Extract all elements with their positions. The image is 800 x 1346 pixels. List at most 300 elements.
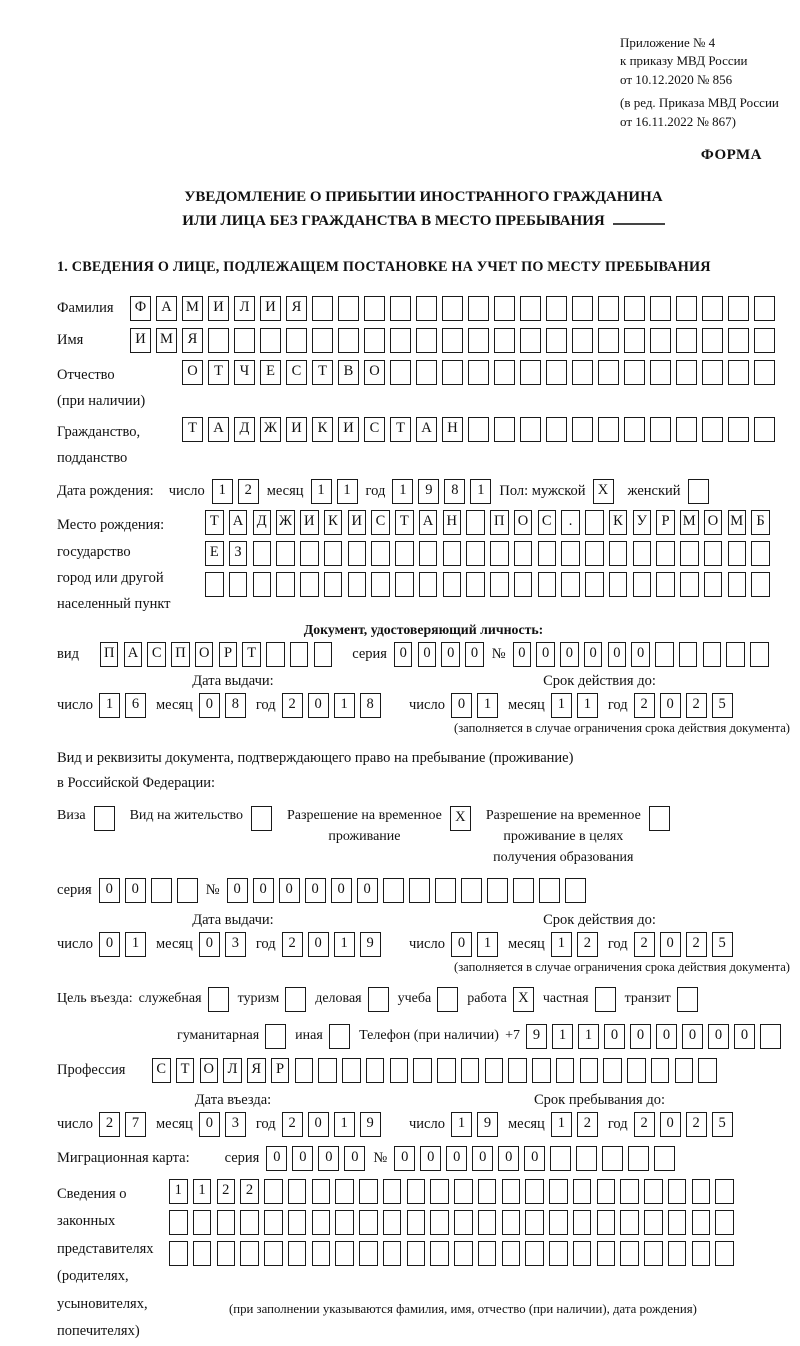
cell[interactable]: О	[200, 1058, 219, 1083]
cell[interactable]	[335, 1241, 354, 1266]
cell[interactable]: П	[490, 510, 509, 535]
cell[interactable]	[644, 1241, 663, 1266]
cell[interactable]: 0	[441, 642, 460, 667]
legal-reps-row3-boxes[interactable]	[169, 1241, 734, 1266]
cell[interactable]: 1	[477, 932, 498, 957]
cell[interactable]: О	[195, 642, 214, 667]
cell[interactable]	[253, 572, 272, 597]
cell[interactable]: 1	[193, 1179, 212, 1204]
cell[interactable]: 2	[634, 932, 655, 957]
cell[interactable]	[754, 296, 775, 321]
cell[interactable]	[265, 1024, 286, 1049]
cell[interactable]: 2	[238, 479, 259, 504]
cell[interactable]	[603, 1058, 622, 1083]
cell[interactable]	[454, 1179, 473, 1204]
cell[interactable]	[177, 878, 198, 903]
cell[interactable]: З	[229, 541, 248, 566]
cell[interactable]: 2	[686, 1112, 707, 1137]
cell[interactable]	[525, 1179, 544, 1204]
cell[interactable]: 9	[360, 932, 381, 957]
surname-boxes[interactable]	[130, 296, 775, 321]
cell[interactable]	[538, 572, 557, 597]
cell[interactable]	[383, 1241, 402, 1266]
cell[interactable]	[628, 1146, 649, 1171]
cell[interactable]	[430, 1210, 449, 1235]
cell[interactable]: 9	[526, 1024, 547, 1049]
purpose-official-checkbox[interactable]	[208, 987, 229, 1012]
cell[interactable]	[655, 642, 674, 667]
cell[interactable]	[264, 1210, 283, 1235]
cell[interactable]	[598, 328, 619, 353]
cell[interactable]: 0	[584, 642, 603, 667]
cell[interactable]: 0	[708, 1024, 729, 1049]
stay-year-boxes[interactable]	[634, 1112, 733, 1137]
cell[interactable]: 1	[578, 1024, 599, 1049]
cell[interactable]: А	[416, 417, 437, 442]
cell[interactable]	[430, 1179, 449, 1204]
cell[interactable]: У	[633, 510, 652, 535]
cell[interactable]: 0	[305, 878, 326, 903]
cell[interactable]	[276, 541, 295, 566]
cell[interactable]: 1	[551, 1112, 572, 1137]
cell[interactable]	[514, 572, 533, 597]
cell[interactable]	[454, 1241, 473, 1266]
cell[interactable]: В	[338, 360, 359, 385]
cell[interactable]	[620, 1179, 639, 1204]
cell[interactable]	[715, 1241, 734, 1266]
cell[interactable]	[679, 642, 698, 667]
cell[interactable]: О	[364, 360, 385, 385]
cell[interactable]	[435, 878, 456, 903]
cell[interactable]: 0	[308, 932, 329, 957]
cell[interactable]	[359, 1179, 378, 1204]
cell[interactable]: Т	[390, 417, 411, 442]
cell[interactable]: X	[593, 479, 614, 504]
cell[interactable]: 8	[360, 693, 381, 718]
cell[interactable]	[514, 541, 533, 566]
cell[interactable]	[754, 360, 775, 385]
cell[interactable]: Ж	[260, 417, 281, 442]
cell[interactable]	[416, 296, 437, 321]
cell[interactable]: 0	[630, 1024, 651, 1049]
cell[interactable]	[494, 417, 515, 442]
birth-place-row3-boxes[interactable]	[205, 572, 770, 597]
id-doc-type-boxes[interactable]	[100, 642, 332, 667]
cell[interactable]: И	[338, 417, 359, 442]
cell[interactable]: 0	[451, 932, 472, 957]
cell[interactable]	[338, 328, 359, 353]
cell[interactable]: 8	[225, 693, 246, 718]
cell[interactable]	[644, 1210, 663, 1235]
cell[interactable]	[654, 1146, 675, 1171]
cell[interactable]	[502, 1179, 521, 1204]
cell[interactable]	[502, 1241, 521, 1266]
cell[interactable]: 0	[418, 642, 437, 667]
cell[interactable]: 3	[225, 1112, 246, 1137]
cell[interactable]	[312, 1179, 331, 1204]
cell[interactable]: Е	[260, 360, 281, 385]
cell[interactable]	[251, 806, 272, 831]
cell[interactable]	[676, 417, 697, 442]
temp-residence-education-checkbox[interactable]	[649, 806, 670, 831]
cell[interactable]: 0	[524, 1146, 545, 1171]
cell[interactable]: С	[538, 510, 557, 535]
cell[interactable]: 2	[577, 932, 598, 957]
cell[interactable]	[468, 417, 489, 442]
cell[interactable]	[651, 1058, 670, 1083]
cell[interactable]: Р	[219, 642, 238, 667]
id-valid-year-boxes[interactable]	[634, 693, 733, 718]
cell[interactable]: И	[286, 417, 307, 442]
cell[interactable]	[442, 296, 463, 321]
cell[interactable]: 0	[536, 642, 555, 667]
cell[interactable]	[94, 806, 115, 831]
cell[interactable]	[656, 572, 675, 597]
cell[interactable]	[383, 1210, 402, 1235]
cell[interactable]: 9	[360, 1112, 381, 1137]
cell[interactable]	[751, 572, 770, 597]
cell[interactable]: 1	[551, 693, 572, 718]
id-doc-series-boxes[interactable]	[394, 642, 484, 667]
cell[interactable]	[364, 328, 385, 353]
cell[interactable]	[443, 541, 462, 566]
cell[interactable]: 2	[282, 1112, 303, 1137]
cell[interactable]: М	[156, 328, 177, 353]
cell[interactable]	[576, 1146, 597, 1171]
cell[interactable]: 0	[660, 1112, 681, 1137]
cell[interactable]	[726, 642, 745, 667]
cell[interactable]	[539, 878, 560, 903]
cell[interactable]: А	[208, 417, 229, 442]
cell[interactable]	[312, 296, 333, 321]
cell[interactable]	[525, 1241, 544, 1266]
cell[interactable]	[151, 878, 172, 903]
cell[interactable]	[442, 360, 463, 385]
cell[interactable]: 2	[686, 693, 707, 718]
cell[interactable]: 1	[334, 1112, 355, 1137]
cell[interactable]: К	[324, 510, 343, 535]
cell[interactable]	[490, 572, 509, 597]
cell[interactable]: 0	[99, 878, 120, 903]
cell[interactable]: Я	[247, 1058, 266, 1083]
residence-issue-day-boxes[interactable]	[99, 932, 146, 957]
purpose-transit-checkbox[interactable]	[677, 987, 698, 1012]
cell[interactable]	[698, 1058, 717, 1083]
cell[interactable]	[485, 1058, 504, 1083]
residence-number-boxes[interactable]	[227, 878, 586, 903]
cell[interactable]: 2	[686, 932, 707, 957]
cell[interactable]: X	[450, 806, 471, 831]
cell[interactable]	[520, 296, 541, 321]
cell[interactable]: М	[680, 510, 699, 535]
cell[interactable]	[520, 417, 541, 442]
cell[interactable]: П	[100, 642, 119, 667]
cell[interactable]	[383, 1179, 402, 1204]
cell[interactable]	[419, 572, 438, 597]
cell[interactable]: М	[728, 510, 747, 535]
cell[interactable]	[442, 328, 463, 353]
cell[interactable]	[437, 1058, 456, 1083]
cell[interactable]	[520, 360, 541, 385]
cell[interactable]	[338, 296, 359, 321]
cell[interactable]	[565, 878, 586, 903]
cell[interactable]	[260, 328, 281, 353]
cell[interactable]	[525, 1210, 544, 1235]
cell[interactable]: 0	[99, 932, 120, 957]
cell[interactable]	[295, 1058, 314, 1083]
purpose-work-checkbox[interactable]	[513, 987, 534, 1012]
cell[interactable]	[692, 1241, 711, 1266]
id-valid-month-boxes[interactable]	[551, 693, 598, 718]
cell[interactable]: Д	[253, 510, 272, 535]
residence-issue-year-boxes[interactable]	[282, 932, 381, 957]
cell[interactable]: 0	[357, 878, 378, 903]
cell[interactable]	[312, 1210, 331, 1235]
cell[interactable]	[478, 1241, 497, 1266]
citizenship-boxes[interactable]	[182, 417, 775, 442]
cell[interactable]	[573, 1210, 592, 1235]
cell[interactable]	[598, 417, 619, 442]
cell[interactable]	[208, 328, 229, 353]
cell[interactable]	[466, 541, 485, 566]
birth-year-boxes[interactable]	[392, 479, 491, 504]
cell[interactable]	[300, 572, 319, 597]
cell[interactable]: М	[182, 296, 203, 321]
cell[interactable]: 0	[253, 878, 274, 903]
cell[interactable]: Е	[205, 541, 224, 566]
cell[interactable]: 0	[331, 878, 352, 903]
residence-series-boxes[interactable]	[99, 878, 198, 903]
cell[interactable]: 0	[446, 1146, 467, 1171]
cell[interactable]: 0	[560, 642, 579, 667]
cell[interactable]	[649, 806, 670, 831]
cell[interactable]: 1	[552, 1024, 573, 1049]
cell[interactable]: Т	[208, 360, 229, 385]
cell[interactable]	[650, 360, 671, 385]
cell[interactable]	[728, 360, 749, 385]
cell[interactable]	[585, 510, 604, 535]
cell[interactable]	[750, 642, 769, 667]
cell[interactable]	[229, 572, 248, 597]
cell[interactable]: 0	[199, 932, 220, 957]
cell[interactable]	[300, 541, 319, 566]
cell[interactable]	[478, 1210, 497, 1235]
profession-boxes[interactable]	[152, 1058, 717, 1083]
patronymic-boxes[interactable]	[182, 360, 775, 385]
cell[interactable]	[359, 1241, 378, 1266]
cell[interactable]	[624, 296, 645, 321]
cell[interactable]	[266, 642, 285, 667]
cell[interactable]	[680, 541, 699, 566]
cell[interactable]: 1	[125, 932, 146, 957]
cell[interactable]	[751, 541, 770, 566]
cell[interactable]	[585, 541, 604, 566]
cell[interactable]: 1	[551, 932, 572, 957]
cell[interactable]: 1	[334, 693, 355, 718]
cell[interactable]	[585, 572, 604, 597]
cell[interactable]	[285, 987, 306, 1012]
birth-day-boxes[interactable]	[212, 479, 259, 504]
cell[interactable]: Н	[443, 510, 462, 535]
cell[interactable]: С	[364, 417, 385, 442]
cell[interactable]	[324, 572, 343, 597]
residence-valid-year-boxes[interactable]	[634, 932, 733, 957]
cell[interactable]: Т	[182, 417, 203, 442]
cell[interactable]: И	[348, 510, 367, 535]
cell[interactable]	[395, 541, 414, 566]
cell[interactable]	[490, 541, 509, 566]
cell[interactable]: 0	[266, 1146, 287, 1171]
cell[interactable]	[416, 360, 437, 385]
cell[interactable]: 1	[169, 1179, 188, 1204]
cell[interactable]: 0	[608, 642, 627, 667]
cell[interactable]	[364, 296, 385, 321]
cell[interactable]	[430, 1241, 449, 1266]
female-checkbox[interactable]	[688, 479, 709, 504]
cell[interactable]	[644, 1179, 663, 1204]
cell[interactable]	[487, 878, 508, 903]
purpose-tourism-checkbox[interactable]	[285, 987, 306, 1012]
cell[interactable]	[407, 1241, 426, 1266]
given-name-boxes[interactable]	[130, 328, 775, 353]
cell[interactable]: 0	[451, 693, 472, 718]
cell[interactable]: 8	[444, 479, 465, 504]
cell[interactable]	[416, 328, 437, 353]
cell[interactable]	[169, 1210, 188, 1235]
cell[interactable]	[324, 541, 343, 566]
cell[interactable]	[208, 987, 229, 1012]
cell[interactable]	[461, 878, 482, 903]
cell[interactable]	[409, 878, 430, 903]
cell[interactable]	[676, 360, 697, 385]
cell[interactable]: 0	[420, 1146, 441, 1171]
purpose-other-checkbox[interactable]	[329, 1024, 350, 1049]
cell[interactable]	[513, 878, 534, 903]
cell[interactable]: Ф	[130, 296, 151, 321]
cell[interactable]: 0	[344, 1146, 365, 1171]
cell[interactable]: А	[419, 510, 438, 535]
cell[interactable]	[609, 541, 628, 566]
cell[interactable]: 9	[418, 479, 439, 504]
cell[interactable]	[572, 328, 593, 353]
cell[interactable]: Т	[395, 510, 414, 535]
cell[interactable]	[550, 1146, 571, 1171]
cell[interactable]: 7	[125, 1112, 146, 1137]
cell[interactable]	[234, 328, 255, 353]
cell[interactable]	[478, 1179, 497, 1204]
cell[interactable]	[704, 572, 723, 597]
cell[interactable]	[677, 987, 698, 1012]
cell[interactable]: 3	[225, 932, 246, 957]
cell[interactable]	[546, 328, 567, 353]
residence-valid-day-boxes[interactable]	[451, 932, 498, 957]
cell[interactable]: Т	[205, 510, 224, 535]
cell[interactable]	[437, 987, 458, 1012]
cell[interactable]: 1	[334, 932, 355, 957]
stay-day-boxes[interactable]	[451, 1112, 498, 1137]
cell[interactable]	[253, 541, 272, 566]
cell[interactable]	[407, 1210, 426, 1235]
cell[interactable]	[520, 328, 541, 353]
cell[interactable]	[597, 1210, 616, 1235]
cell[interactable]: 1	[470, 479, 491, 504]
cell[interactable]: 0	[472, 1146, 493, 1171]
cell[interactable]	[205, 572, 224, 597]
cell[interactable]	[383, 878, 404, 903]
cell[interactable]	[390, 296, 411, 321]
cell[interactable]: 2	[99, 1112, 120, 1137]
entry-month-boxes[interactable]	[199, 1112, 246, 1137]
cell[interactable]	[692, 1210, 711, 1235]
cell[interactable]	[620, 1210, 639, 1235]
phone-boxes[interactable]	[526, 1024, 781, 1049]
cell[interactable]: 0	[660, 932, 681, 957]
cell[interactable]: Т	[176, 1058, 195, 1083]
cell[interactable]	[454, 1210, 473, 1235]
visa-checkbox[interactable]	[94, 806, 115, 831]
cell[interactable]	[627, 1058, 646, 1083]
cell[interactable]: Ж	[276, 510, 295, 535]
cell[interactable]	[286, 328, 307, 353]
cell[interactable]	[702, 360, 723, 385]
cell[interactable]	[314, 642, 333, 667]
cell[interactable]: Т	[242, 642, 261, 667]
cell[interactable]	[532, 1058, 551, 1083]
cell[interactable]	[549, 1241, 568, 1266]
cell[interactable]	[468, 328, 489, 353]
cell[interactable]	[561, 541, 580, 566]
cell[interactable]	[217, 1210, 236, 1235]
id-valid-day-boxes[interactable]	[451, 693, 498, 718]
id-issue-month-boxes[interactable]	[199, 693, 246, 718]
cell[interactable]: П	[171, 642, 190, 667]
cell[interactable]	[597, 1241, 616, 1266]
cell[interactable]	[466, 510, 485, 535]
cell[interactable]	[312, 328, 333, 353]
cell[interactable]: 2	[577, 1112, 598, 1137]
cell[interactable]	[240, 1210, 259, 1235]
cell[interactable]	[597, 1179, 616, 1204]
cell[interactable]	[572, 417, 593, 442]
cell[interactable]	[680, 572, 699, 597]
cell[interactable]	[329, 1024, 350, 1049]
cell[interactable]	[760, 1024, 781, 1049]
cell[interactable]	[546, 296, 567, 321]
migration-series-boxes[interactable]	[266, 1146, 365, 1171]
cell[interactable]: Б	[751, 510, 770, 535]
cell[interactable]: А	[156, 296, 177, 321]
cell[interactable]	[675, 1058, 694, 1083]
cell[interactable]	[633, 541, 652, 566]
cell[interactable]	[264, 1241, 283, 1266]
cell[interactable]: Р	[656, 510, 675, 535]
cell[interactable]	[348, 541, 367, 566]
cell[interactable]	[573, 1179, 592, 1204]
cell[interactable]	[288, 1210, 307, 1235]
cell[interactable]: Ч	[234, 360, 255, 385]
cell[interactable]	[556, 1058, 575, 1083]
cell[interactable]	[633, 572, 652, 597]
cell[interactable]: О	[704, 510, 723, 535]
cell[interactable]: 0	[682, 1024, 703, 1049]
cell[interactable]: А	[124, 642, 143, 667]
cell[interactable]: Д	[234, 417, 255, 442]
cell[interactable]: 0	[227, 878, 248, 903]
temp-residence-checkbox[interactable]	[450, 806, 471, 831]
cell[interactable]: 2	[634, 693, 655, 718]
cell[interactable]: С	[152, 1058, 171, 1083]
residence-valid-month-boxes[interactable]	[551, 932, 598, 957]
